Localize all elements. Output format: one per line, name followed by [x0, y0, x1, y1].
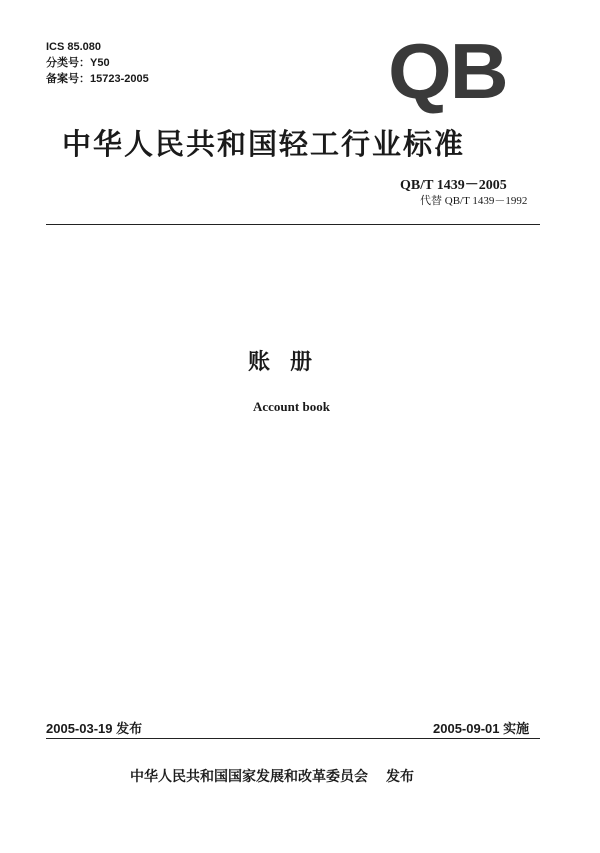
- ics-number: ICS 85.080: [46, 41, 102, 53]
- document-title-chinese: 账册: [248, 350, 333, 375]
- issuing-body-name: 中华人民共和国国家发展和改革委员会: [130, 769, 368, 785]
- filing-number: 备案号：15723-2005: [46, 73, 149, 85]
- document-title-english: Account book: [253, 399, 330, 414]
- footer-divider: [46, 738, 540, 739]
- classification-number: 分类号：Y50: [46, 57, 110, 69]
- issuing-authority: [130, 766, 414, 786]
- standard-category-title: 中华人民共和国轻工行业标准: [62, 127, 466, 161]
- issue-date: 2005-03-19 发布: [46, 721, 143, 736]
- header-divider: [46, 224, 540, 225]
- standard-code: QB/T 1439－2005: [400, 178, 507, 193]
- implementation-date: 2005-09-01 实施: [433, 721, 530, 736]
- qb-logo: QB: [388, 27, 507, 115]
- issuing-action: 发布: [386, 769, 414, 785]
- replaced-standard: 代替 QB/T 1439－1992: [420, 195, 528, 207]
